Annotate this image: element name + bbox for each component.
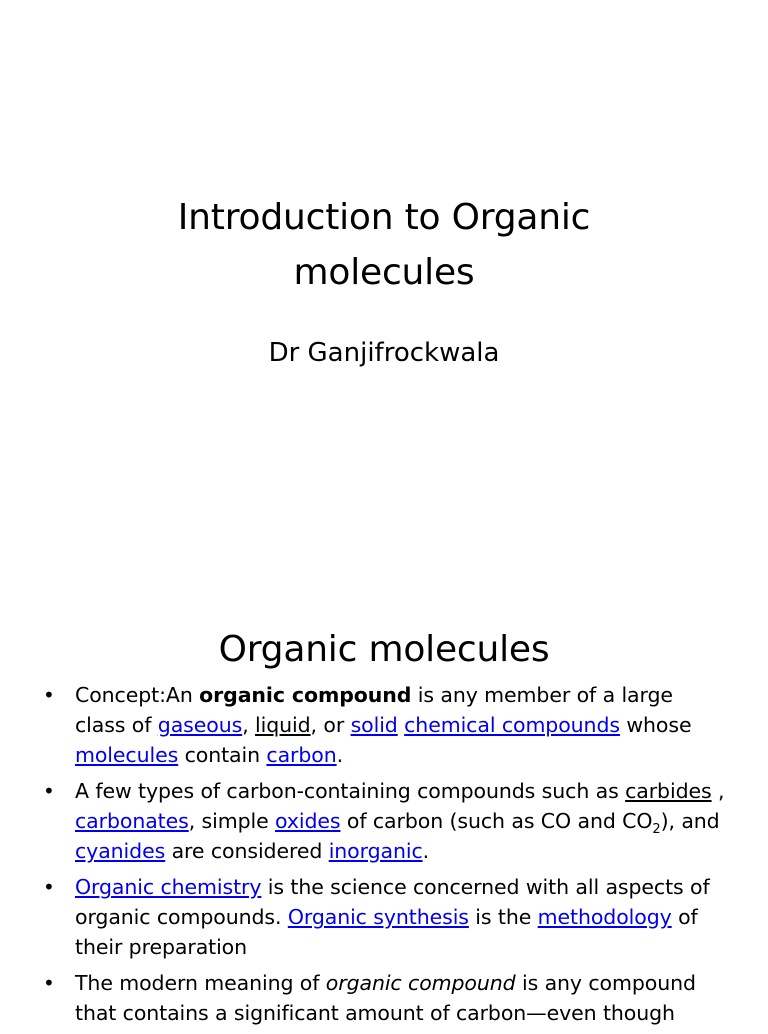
text: ), and — [660, 809, 720, 833]
link-chemical-compounds[interactable]: chemical compounds — [404, 713, 620, 737]
text: is the — [468, 905, 538, 929]
text: is any member of a large class of — [75, 683, 673, 737]
link-gaseous[interactable]: gaseous — [157, 713, 243, 737]
content-slide — [0, 576, 768, 1024]
subscript: 2 — [652, 822, 661, 838]
text: whose — [619, 713, 692, 737]
title-line-2: molecules — [293, 252, 475, 293]
bullet-icon: • — [43, 875, 55, 899]
bullet-icon: • — [43, 683, 55, 707]
link-organic-chemistry[interactable]: Organic chemistry — [75, 875, 262, 899]
text: are considered — [165, 839, 329, 863]
text: is any compound that contains a significant amount of carbon—even though — [75, 971, 696, 1025]
link-solid[interactable]: solid — [350, 713, 398, 737]
link-organic-synthesis[interactable]: Organic synthesis — [287, 905, 469, 929]
link-oxides[interactable]: oxides — [275, 809, 341, 833]
bold-term: organic compound — [199, 683, 412, 707]
text: . — [422, 839, 430, 863]
text: , — [242, 713, 256, 737]
text: contain — [178, 743, 267, 767]
text: A few types of carbon-containing compounds such as — [75, 779, 626, 803]
text: is the science concerned with all aspects of organic compounds. — [75, 875, 710, 929]
content-slide-title: Organic molecules — [218, 629, 550, 670]
text: , simple — [188, 809, 276, 833]
text: of their preparation — [75, 905, 698, 959]
italic-term: organic compound — [325, 971, 516, 995]
link-carbon[interactable]: carbon — [266, 743, 337, 767]
link-inorganic[interactable]: inorganic — [328, 839, 423, 863]
link-carbides[interactable]: carbides — [625, 779, 712, 803]
bullet-icon: • — [43, 779, 55, 803]
link-methodology[interactable]: methodology — [537, 905, 672, 929]
slide-title — [0, 190, 768, 300]
bullet-item-organic-chemistry — [43, 872, 728, 962]
text: The modern meaning of — [75, 971, 326, 995]
title-line-1: Introduction to Organic — [177, 197, 591, 238]
text: , — [711, 779, 725, 803]
bullet-item-concept — [43, 680, 728, 770]
link-liquid[interactable]: liquid — [255, 713, 311, 737]
text: Concept:An — [75, 683, 200, 707]
bullet-list — [43, 680, 728, 1034]
text: of carbon (such as CO and CO — [340, 809, 653, 833]
bullet-icon: • — [43, 971, 55, 995]
text: , or — [310, 713, 351, 737]
slide-subtitle: Dr Ganjifrockwala — [268, 338, 500, 368]
link-cyanides[interactable]: cyanides — [75, 839, 166, 863]
text: . — [336, 743, 344, 767]
bullet-item-modern-meaning — [43, 968, 728, 1028]
link-molecules[interactable]: molecules — [75, 743, 179, 767]
bullet-item-carbides — [43, 776, 728, 866]
link-carbonates[interactable]: carbonates — [75, 809, 189, 833]
